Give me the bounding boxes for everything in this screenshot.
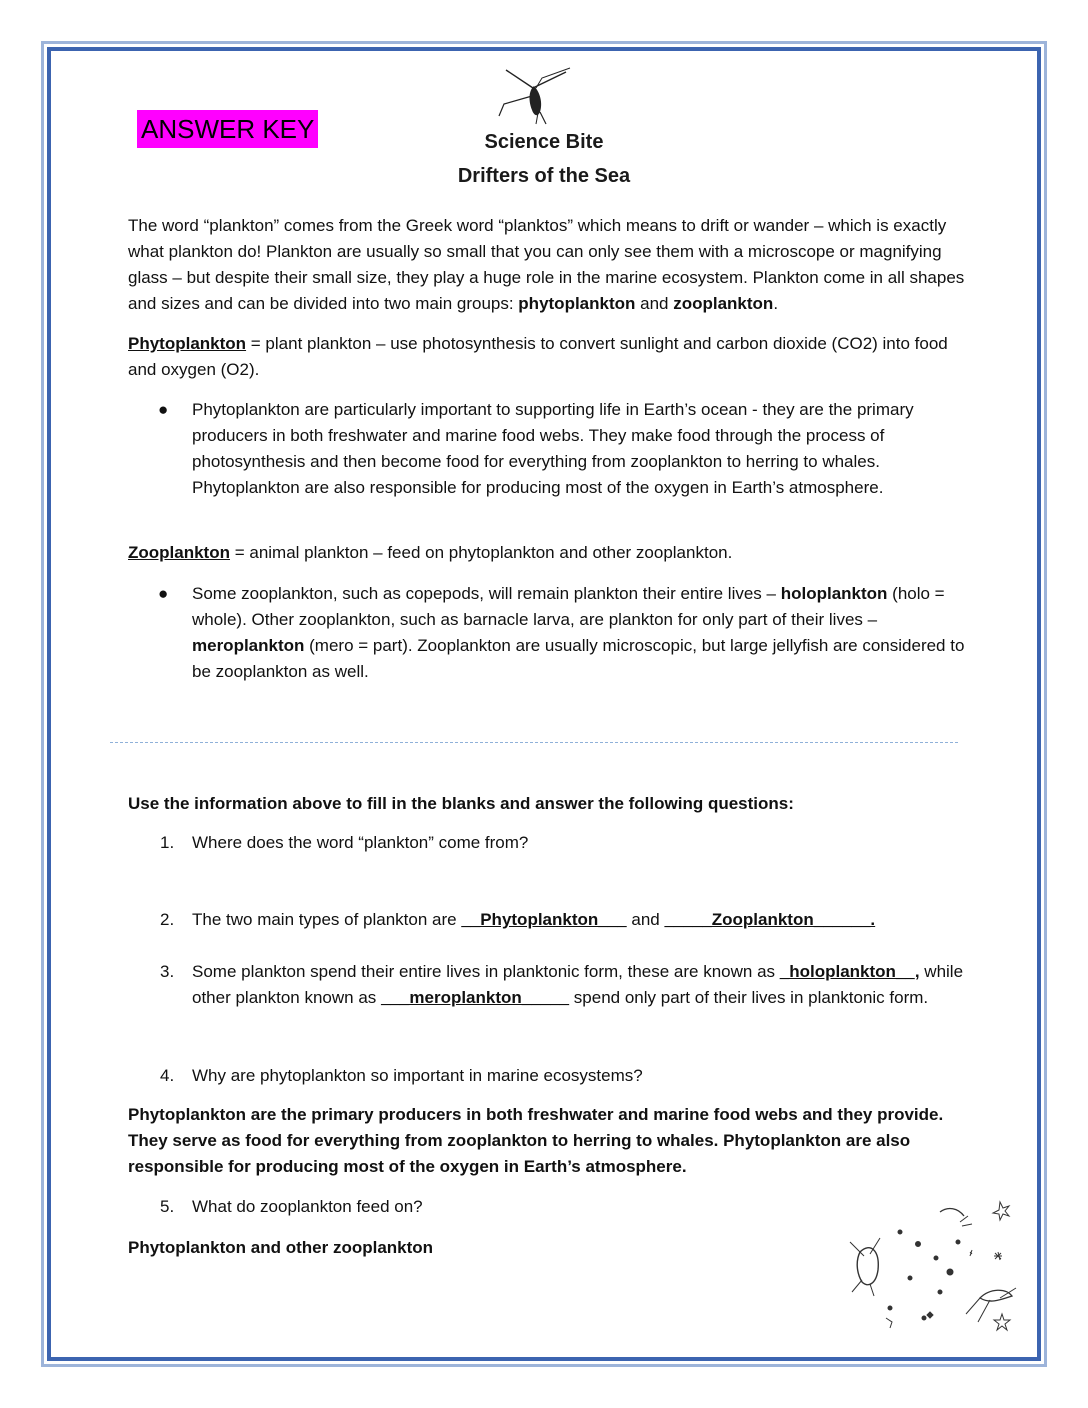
zooplankton-bullet-part2: (holo = whole). Other zooplankton, such as barnacle larva, are plankton for only part of their lives – — [192, 584, 945, 629]
q3-text-before: Some plankton spend their entire lives in planktonic form, these are known as — [192, 962, 780, 981]
q3-text-mid: while other plankton known as — [192, 962, 964, 1007]
zooplankton-definition — [128, 540, 968, 566]
question-number: 5. — [160, 1197, 175, 1216]
q3-text-after: spend only part of their lives in planktonic form. — [569, 988, 929, 1007]
zooplankton-bullet-part3: (mero = part). Zooplankton are usually microscopic, but large jellyfish are considered to be zooplankton as well. — [192, 636, 965, 681]
phytoplankton-bullet-text: Phytoplankton are particularly important to supporting life in Earth’s ocean - they are the primary producers in both freshwater and marine food webs. They make food through the process of photosynthesis and then become food for everything from zooplankton to herring to whales. Phytoplankton are also responsible for producing most of the oxygen in Earth’s atmosphere. — [192, 400, 914, 497]
question-4-answer: Phytoplankton are the primary producers in both freshwater and marine food webs and they provide. They serve as food for everything from zooplankton to herring to whales. Phytoplankton are also responsible for producing most of the oxygen in Earth’s atmosphere. — [128, 1105, 944, 1176]
page-title: Science Bite — [484, 131, 604, 153]
section-divider — [110, 742, 958, 743]
zooplankton-definition-text: = animal plankton – feed on phytoplankton and other zooplankton. — [229, 543, 733, 562]
zooplankton-bullet-text — [192, 581, 968, 685]
bullet-icon: ● — [158, 400, 169, 419]
question-text — [192, 907, 968, 933]
q3-blank-2: ___meroplankton_____ — [381, 988, 570, 1007]
question-number: 3. — [160, 962, 175, 981]
intro-text: The word “plankton” comes from the Greek word “planktos” which means to drift or wander – which is exactly what plankton do! Plankton are usually so small that you can only see them with a microscope or magnifying glass – but despite their small size, they play a huge role in the marine ecosystem. Plankton come in all shapes and sizes and can be divided into two main groups: — [128, 216, 965, 313]
q2-text-mid: and — [626, 910, 665, 929]
intro-term-phytoplankton: phytoplankton — [518, 294, 636, 313]
intro-term-zooplankton: zooplankton — [673, 294, 774, 313]
intro-and: and — [635, 294, 674, 313]
answer-key-label: ANSWER KEY — [137, 110, 318, 148]
question-number: 2. — [160, 910, 175, 929]
question-text: Why are phytoplankton so important in marine ecosystems? — [192, 1066, 643, 1085]
phytoplankton-term: Phytoplankton — [128, 334, 247, 353]
question-text: Where does the word “plankton” come from? — [192, 833, 529, 852]
phytoplankton-definition-text: = plant plankton – use photosynthesis to convert sunlight and carbon dioxide (CO2) into food and oxygen (O2). — [128, 334, 948, 379]
intro-period: . — [773, 294, 779, 313]
q2-blank-2: _____Zooplankton______. — [664, 910, 876, 929]
page-subtitle: Drifters of the Sea — [457, 165, 631, 187]
q3-blank-1: _holoplankton__, — [779, 962, 920, 981]
phytoplankton-definition — [128, 331, 968, 383]
question-5-answer: Phytoplankton and other zooplankton — [128, 1238, 434, 1257]
copepod-illustration — [496, 66, 574, 126]
question-text: What do zooplankton feed on? — [192, 1197, 423, 1216]
zooplankton-term: Zooplankton — [128, 543, 230, 562]
zooplankton-bullet-part1: Some zooplankton, such as copepods, will remain plankton their entire lives – — [192, 584, 781, 603]
meroplankton-term: meroplankton — [192, 636, 305, 655]
q2-blank-1: __Phytoplankton___ — [461, 910, 627, 929]
questions-instructions: Use the information above to fill in the blanks and answer the following questions: — [128, 794, 794, 813]
holoplankton-term: holoplankton — [780, 584, 888, 603]
plankton-illustration — [840, 1192, 1030, 1342]
question-number: 1. — [160, 833, 175, 852]
question-text — [192, 959, 968, 1011]
question-number: 4. — [160, 1066, 175, 1085]
q2-text-before: The two main types of plankton are — [192, 910, 462, 929]
intro-paragraph — [128, 213, 968, 317]
bullet-icon: ● — [158, 584, 169, 603]
